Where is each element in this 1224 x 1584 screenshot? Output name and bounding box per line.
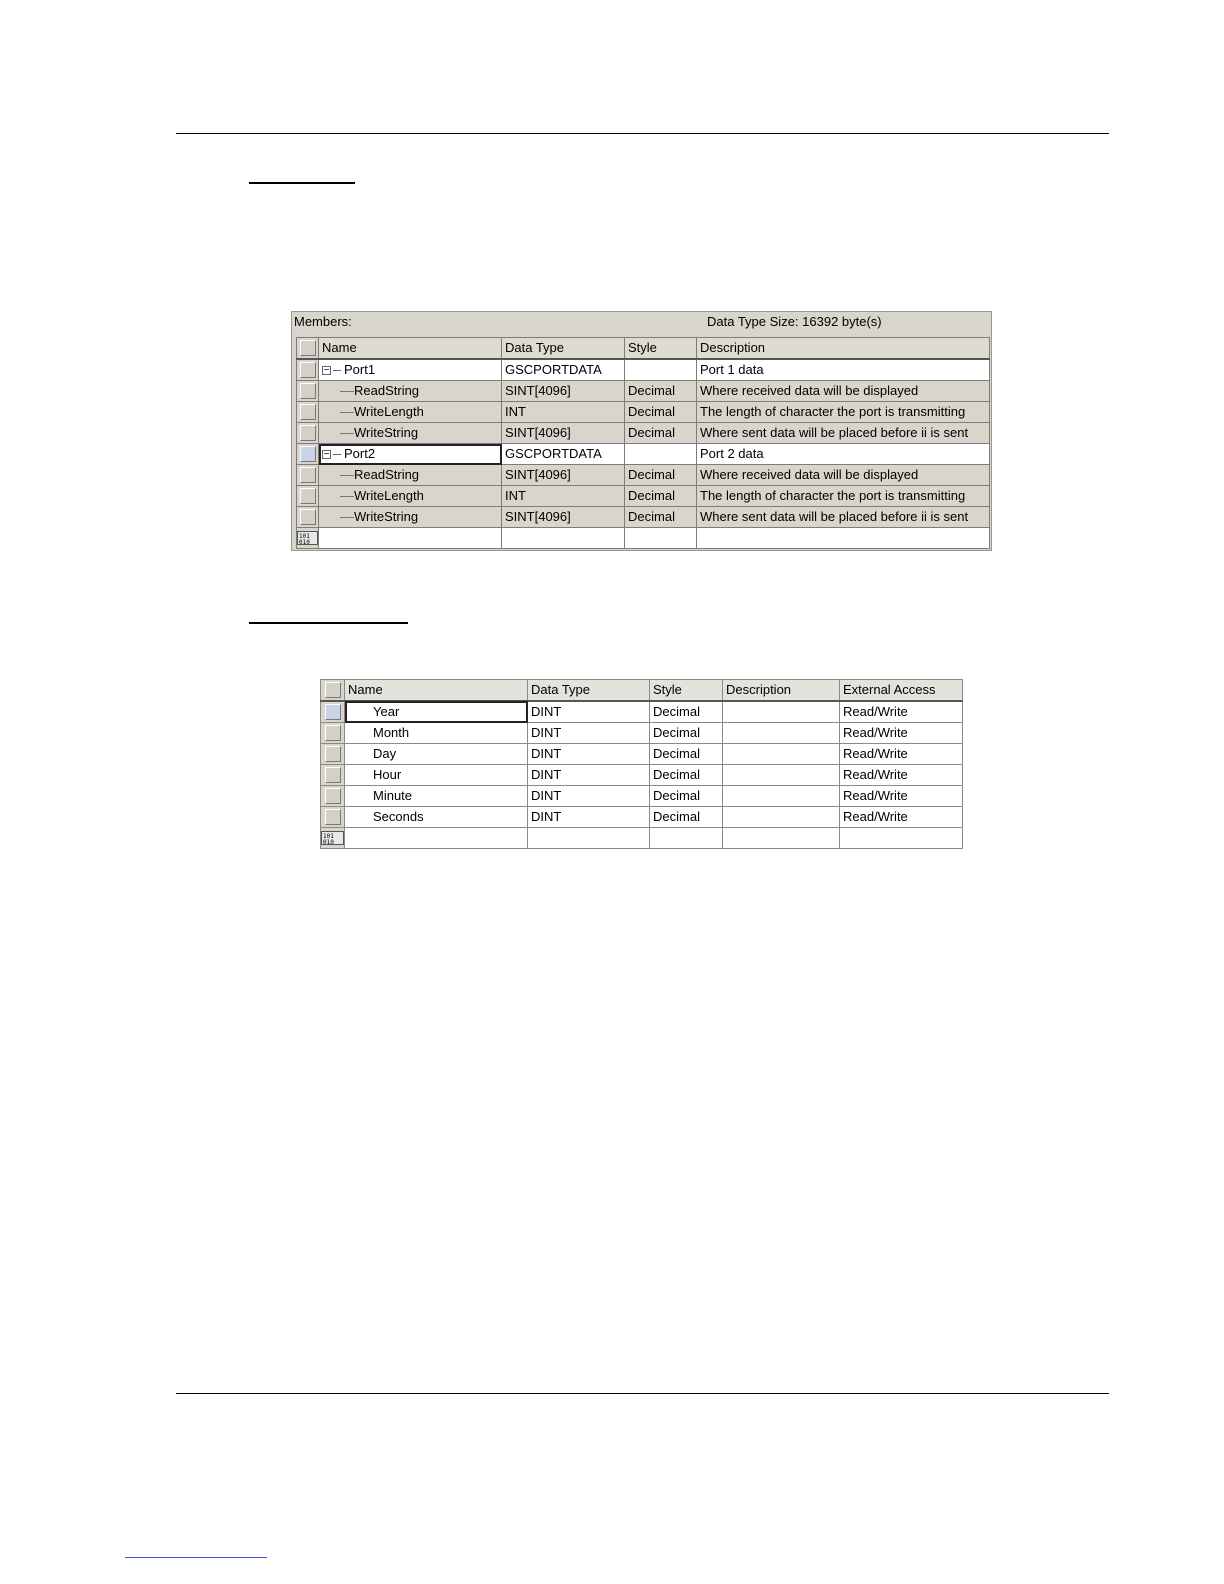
external-access-cell[interactable]: Read/Write — [840, 765, 963, 786]
row-selector[interactable] — [297, 381, 319, 402]
member-name-cell[interactable]: Hour — [345, 765, 528, 786]
new-row-icon: 101 010 — [321, 831, 344, 845]
member-name: Port1 — [344, 362, 376, 377]
member-name-cell[interactable]: Day — [345, 744, 528, 765]
style-cell[interactable] — [625, 359, 697, 381]
new-name-cell[interactable] — [345, 828, 528, 849]
data-type-cell[interactable]: GSCPORTDATA — [502, 444, 625, 465]
member-name-cell[interactable] — [319, 486, 502, 507]
member-name: ReadString — [354, 467, 420, 482]
new-style-cell[interactable] — [650, 828, 723, 849]
style-cell[interactable]: Decimal — [625, 486, 697, 507]
description-cell[interactable] — [723, 807, 840, 828]
udt-members-grid — [296, 337, 990, 549]
table-row[interactable] — [321, 786, 963, 807]
section-heading-underline-2 — [249, 622, 408, 624]
row-header-corner[interactable] — [297, 338, 319, 360]
data-type-cell[interactable]: DINT — [528, 807, 650, 828]
table-row[interactable] — [297, 402, 990, 423]
row-selector[interactable] — [321, 807, 345, 828]
row-selector[interactable] — [297, 444, 319, 465]
new-row[interactable] — [321, 828, 963, 849]
column-header-description[interactable]: Description — [697, 338, 990, 360]
data-type-cell[interactable]: SINT[4096] — [502, 465, 625, 486]
table-row[interactable] — [297, 359, 990, 381]
column-header-name[interactable]: Name — [345, 680, 528, 702]
new-name-cell[interactable] — [319, 528, 502, 549]
table-row[interactable] — [321, 723, 963, 744]
table-row[interactable] — [321, 744, 963, 765]
member-name-cell[interactable] — [319, 359, 502, 381]
external-access-cell[interactable]: Read/Write — [840, 701, 963, 723]
description-cell[interactable]: Port 2 data — [697, 444, 990, 465]
external-access-cell[interactable]: Read/Write — [840, 723, 963, 744]
description-cell[interactable] — [723, 765, 840, 786]
new-data-type-cell[interactable] — [528, 828, 650, 849]
member-name-cell[interactable]: Year — [345, 701, 528, 723]
footer-rule — [176, 1393, 1109, 1394]
header-rule — [176, 133, 1109, 134]
description-cell[interactable]: Where sent data will be placed before ii is sent — [697, 423, 990, 444]
data-type-cell[interactable]: SINT[4096] — [502, 423, 625, 444]
column-header-name[interactable]: Name — [319, 338, 502, 360]
description-cell[interactable]: Where received data will be displayed — [697, 465, 990, 486]
new-style-cell[interactable] — [625, 528, 697, 549]
new-data-type-cell[interactable] — [502, 528, 625, 549]
style-cell[interactable] — [625, 444, 697, 465]
external-access-cell[interactable]: Read/Write — [840, 807, 963, 828]
data-type-cell[interactable]: DINT — [528, 701, 650, 723]
data-type-cell[interactable]: INT — [502, 402, 625, 423]
external-access-cell[interactable]: Read/Write — [840, 786, 963, 807]
data-type-cell[interactable]: SINT[4096] — [502, 507, 625, 528]
member-name-cell[interactable]: Minute — [345, 786, 528, 807]
style-cell[interactable]: Decimal — [650, 765, 723, 786]
member-name: WriteString — [354, 509, 419, 524]
member-name-cell[interactable] — [319, 444, 502, 465]
table-row[interactable] — [321, 765, 963, 786]
table-row[interactable] — [297, 486, 990, 507]
table-row[interactable] — [297, 465, 990, 486]
datetime-udt-grid — [320, 679, 963, 849]
member-name: WriteString — [354, 425, 419, 440]
member-name-cell[interactable]: Seconds — [345, 807, 528, 828]
member-name-cell[interactable]: Month — [345, 723, 528, 744]
style-cell[interactable]: Decimal — [650, 744, 723, 765]
row-header-corner[interactable] — [321, 680, 345, 702]
table-row[interactable] — [321, 807, 963, 828]
footer-link-underline[interactable] — [125, 1557, 267, 1558]
datetime-udt-panel — [320, 679, 963, 849]
style-cell[interactable]: Decimal — [650, 701, 723, 723]
data-type-cell[interactable]: DINT — [528, 723, 650, 744]
tree-collapse-icon[interactable]: − — [323, 449, 330, 461]
row-selector[interactable] — [297, 402, 319, 423]
external-access-cell[interactable]: Read/Write — [840, 744, 963, 765]
new-row-selector[interactable] — [321, 828, 345, 849]
member-name: WriteLength — [354, 488, 424, 503]
grid-header-row — [321, 680, 963, 702]
style-cell[interactable]: Decimal — [625, 423, 697, 444]
row-selector[interactable] — [321, 701, 345, 723]
new-description-cell[interactable] — [697, 528, 990, 549]
tree-collapse-icon[interactable]: − — [323, 365, 330, 377]
style-cell[interactable]: Decimal — [625, 507, 697, 528]
members-label: Members: — [294, 314, 352, 329]
new-row-icon: 101 010 — [297, 531, 318, 545]
description-cell[interactable] — [723, 701, 840, 723]
member-name-cell[interactable] — [319, 402, 502, 423]
description-cell[interactable]: The length of character the port is transmitting — [697, 402, 990, 423]
member-name-cell[interactable] — [319, 465, 502, 486]
style-cell[interactable]: Decimal — [650, 786, 723, 807]
table-row[interactable] — [321, 701, 963, 723]
row-selector[interactable] — [297, 507, 319, 528]
style-cell[interactable]: Decimal — [625, 465, 697, 486]
data-type-cell[interactable]: DINT — [528, 744, 650, 765]
data-type-size-label: Data Type Size: 16392 byte(s) — [707, 314, 882, 329]
style-cell[interactable]: Decimal — [625, 402, 697, 423]
style-cell[interactable]: Decimal — [650, 723, 723, 744]
row-selector[interactable] — [321, 765, 345, 786]
column-header-description[interactable]: Description — [723, 680, 840, 702]
table-row[interactable] — [297, 444, 990, 465]
column-header-style[interactable]: Style — [650, 680, 723, 702]
row-selector[interactable] — [297, 465, 319, 486]
description-cell[interactable] — [723, 786, 840, 807]
data-type-cell[interactable]: INT — [502, 486, 625, 507]
row-selector[interactable] — [321, 723, 345, 744]
description-cell[interactable] — [723, 723, 840, 744]
new-description-cell[interactable] — [723, 828, 840, 849]
column-header-data-type[interactable]: Data Type — [528, 680, 650, 702]
row-selector[interactable] — [321, 744, 345, 765]
description-cell[interactable] — [723, 744, 840, 765]
description-cell[interactable]: Port 1 data — [697, 359, 990, 381]
new-row[interactable] — [297, 528, 990, 549]
column-header-style[interactable]: Style — [625, 338, 697, 360]
table-row[interactable] — [297, 381, 990, 402]
column-header-data-type[interactable]: Data Type — [502, 338, 625, 360]
description-cell[interactable]: Where sent data will be placed before ii is sent — [697, 507, 990, 528]
column-header-external-access[interactable]: External Access — [840, 680, 963, 702]
udt-members-panel — [291, 311, 992, 551]
member-name-cell[interactable] — [319, 381, 502, 402]
new-row-selector[interactable] — [297, 528, 319, 549]
member-name: Port2 — [344, 446, 376, 461]
grid-header-row — [297, 338, 990, 360]
data-type-cell[interactable]: SINT[4096] — [502, 381, 625, 402]
description-cell[interactable]: Where received data will be displayed — [697, 381, 990, 402]
row-selector[interactable] — [297, 486, 319, 507]
row-selector[interactable] — [297, 359, 319, 381]
member-name-cell[interactable] — [319, 423, 502, 444]
table-row[interactable] — [297, 423, 990, 444]
member-name-cell[interactable] — [319, 507, 502, 528]
style-cell[interactable]: Decimal — [625, 381, 697, 402]
section-heading-underline-1 — [249, 182, 355, 184]
row-selector[interactable] — [321, 786, 345, 807]
data-type-cell[interactable]: DINT — [528, 765, 650, 786]
table-row[interactable] — [297, 507, 990, 528]
member-name: WriteLength — [354, 404, 424, 419]
row-selector[interactable] — [297, 423, 319, 444]
new-external-access-cell[interactable] — [840, 828, 963, 849]
data-type-cell[interactable]: DINT — [528, 786, 650, 807]
style-cell[interactable]: Decimal — [650, 807, 723, 828]
data-type-cell[interactable]: GSCPORTDATA — [502, 359, 625, 381]
description-cell[interactable]: The length of character the port is transmitting — [697, 486, 990, 507]
member-name: ReadString — [354, 383, 420, 398]
